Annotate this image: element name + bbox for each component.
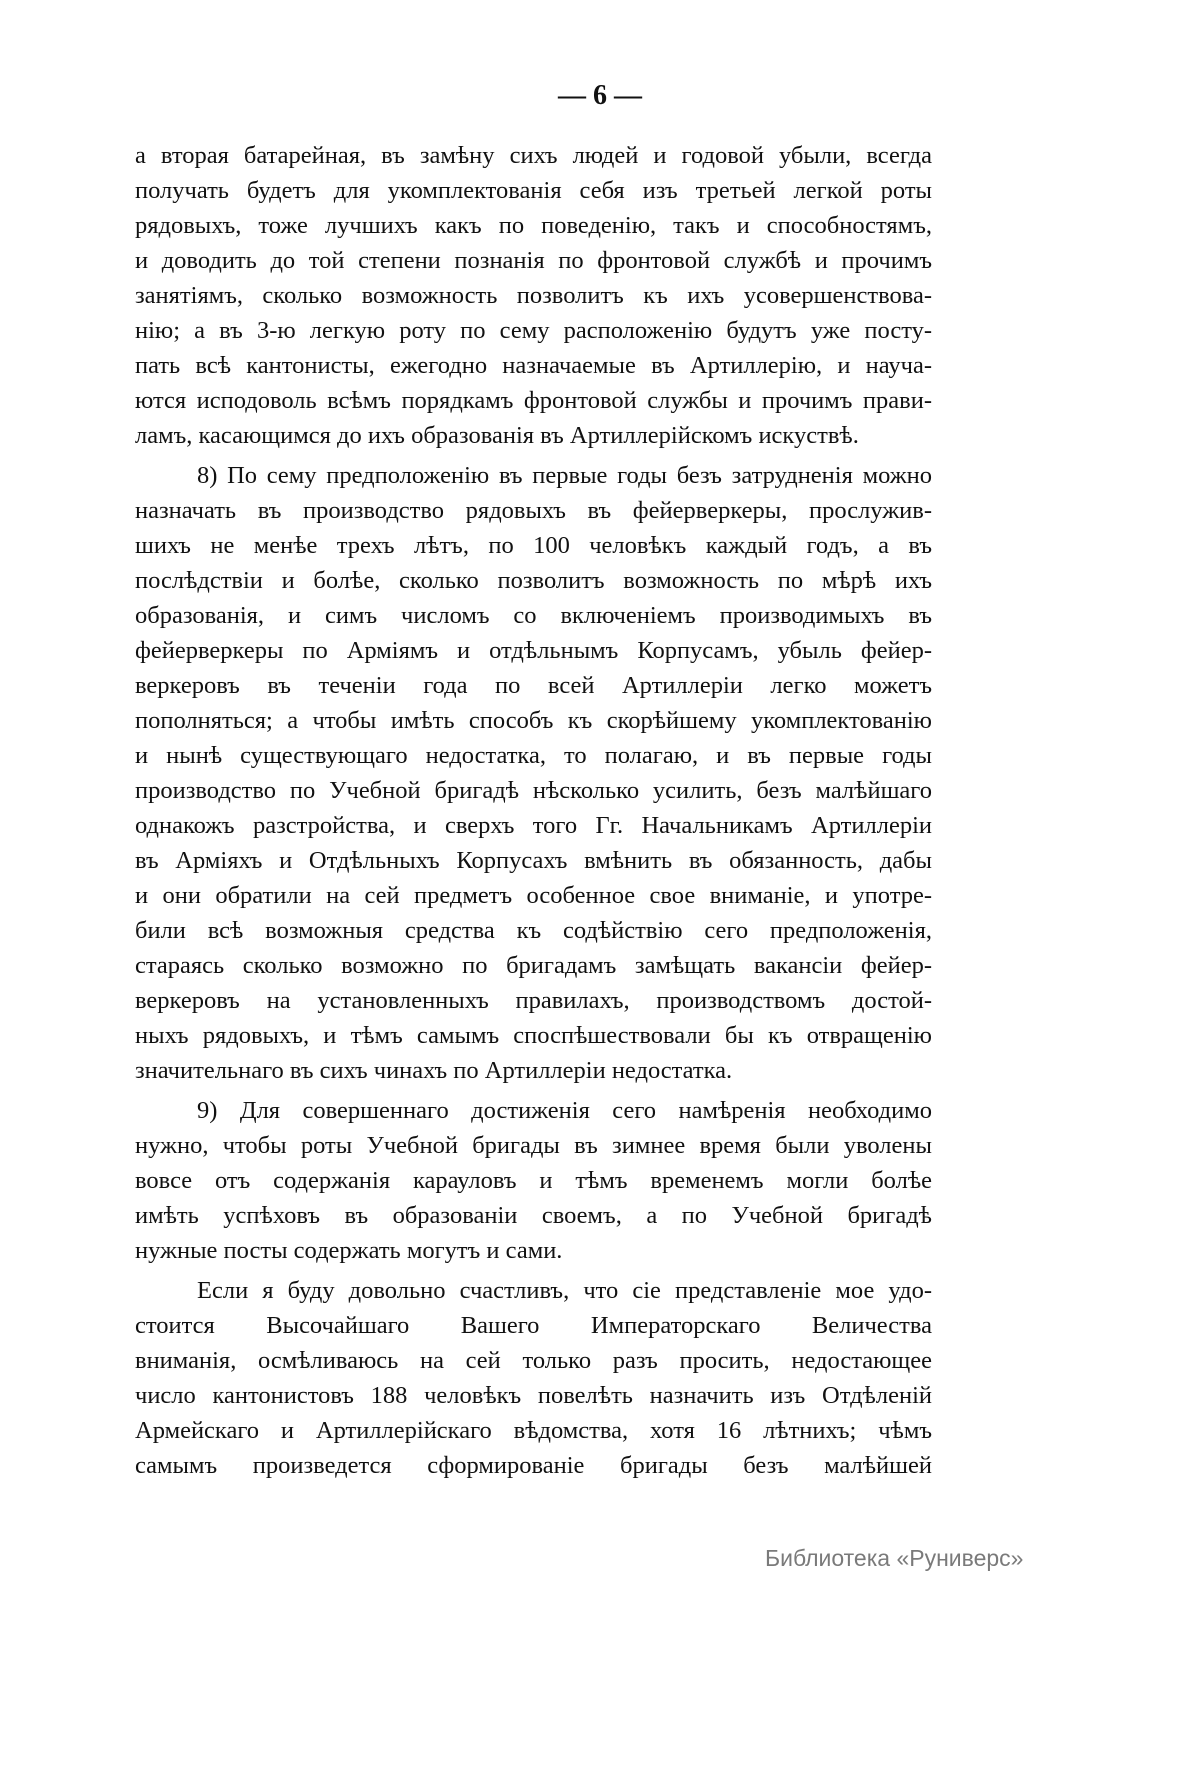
text-line: получать будетъ для укомплектованія себя изъ третьей легкой роты [135, 177, 932, 204]
text-line: пополняться; а чтобы имѣть способъ къ скорѣйшему укомплектованію [135, 707, 932, 734]
text-line: Армейскаго и Артиллерійскаго вѣдомства, хотя 16 лѣтнихъ; чѣмъ [135, 1417, 932, 1444]
text-line: нію; а въ 3-ю легкую роту по сему расположенію будутъ уже посту- [135, 317, 932, 344]
text-line: а вторая батарейная, въ замѣну сихъ людей и годовой убыли, всегда [135, 142, 932, 169]
paragraph [135, 1273, 932, 1483]
text-line: и они обратили на сей предметъ особенное свое вниманіе, и употре- [135, 882, 932, 909]
text-line: 8) По сему предположенію въ первые годы безъ затрудненія можно [197, 462, 932, 489]
text-line: и доводить до той степени познанія по фронтовой службѣ и прочимъ [135, 247, 932, 274]
text-line: пать всѣ кантонисты, ежегодно назначаемые въ Артиллерію, и научa- [135, 352, 932, 379]
text-line: вниманія, осмѣливаюсь на сей только разъ просить, недостающее [135, 1347, 932, 1374]
text-line: послѣдствіи и болѣе, сколько позволитъ возможность по мѣрѣ ихъ [135, 567, 932, 594]
text-line: значительнаго въ сихъ чинахъ по Артиллеріи недостатка. [135, 1057, 733, 1084]
text-line: 9) Для совершеннаго достиженія сего намѣренія необходимо [197, 1097, 932, 1124]
text-line: занятіямъ, сколько возможность позволитъ къ ихъ усовершенствова- [135, 282, 932, 309]
text-line: однакожъ разстройства, и сверхъ того Гг. Начальникамъ Артиллеріи [135, 812, 932, 839]
text-line: стараясь сколько возможно по бригадамъ замѣщать вакансіи фейер- [135, 952, 932, 979]
text-line: и нынѣ существующаго недостатка, то полагаю, и въ первые годы [135, 742, 932, 769]
text-line: вовсе отъ содержанія карауловъ и тѣмъ временемъ могли болѣе [135, 1167, 932, 1194]
text-line: нужные посты содержать могутъ и сами. [135, 1237, 563, 1264]
text-line: производство по Учебной бригадѣ нѣсколько усилить, безъ малѣйшаго [135, 777, 932, 804]
text-line: ныхъ рядовыхъ, и тѣмъ самымъ споспѣшествовали бы къ отвращенію [135, 1022, 932, 1049]
paragraph [135, 138, 932, 453]
text-line: число кантонистовъ 188 человѣкъ повелѣть назначить изъ Отдѣленій [135, 1382, 932, 1409]
text-line: ламъ, касающимся до ихъ образованія въ Артиллерійскомъ искуствѣ. [135, 422, 859, 449]
text-line: ются исподоволь всѣмъ порядкамъ фронтовой службы и прочимъ прави- [135, 387, 932, 414]
text-line: назначать въ производство рядовыхъ въ фейерверкеры, прослужив- [135, 497, 932, 524]
text-line: фейерверкеры по Арміямъ и отдѣльнымъ Корпусамъ, убыль фейер- [135, 637, 932, 664]
text-line: нужно, чтобы роты Учебной бригады въ зимнее время были уволены [135, 1132, 932, 1159]
library-watermark: Библиотека «Руниверс» [765, 1545, 1024, 1571]
paragraph [135, 1093, 932, 1268]
text-line: веркеровъ въ теченіи года по всей Артиллеріи легко можетъ [135, 672, 932, 699]
text-line: били всѣ возможныя средства къ содѣйствію сего предположенія, [135, 917, 932, 944]
page-number: — 6 — [558, 80, 642, 111]
text-line: Если я буду довольно счастливъ, что сіе представленіе мое удо- [197, 1277, 932, 1304]
text-line: въ Арміяхъ и Отдѣльныхъ Корпусахъ вмѣнить въ обязанность, дабы [135, 847, 932, 874]
text-line: рядовыхъ, тоже лучшихъ какъ по поведенію, такъ и способностямъ, [135, 212, 932, 239]
paragraph [135, 458, 932, 1088]
text-line: образованія, и симъ числомъ со включеніемъ производимыхъ въ [135, 602, 932, 629]
text-line: самымъ произведется сформированіе бригады безъ малѣйшей [135, 1452, 932, 1479]
text-line: имѣть успѣховъ въ образованіи своемъ, а по Учебной бригадѣ [135, 1202, 932, 1229]
text-line: веркеровъ на установленныхъ правилахъ, производствомъ достой- [135, 987, 932, 1014]
text-line: стоится Высочайшаго Вашего Императорскаго Величества [135, 1312, 932, 1339]
body-text [135, 138, 932, 1488]
text-line: шихъ не менѣе трехъ лѣтъ, по 100 человѣкъ каждый годъ, а въ [135, 532, 932, 559]
